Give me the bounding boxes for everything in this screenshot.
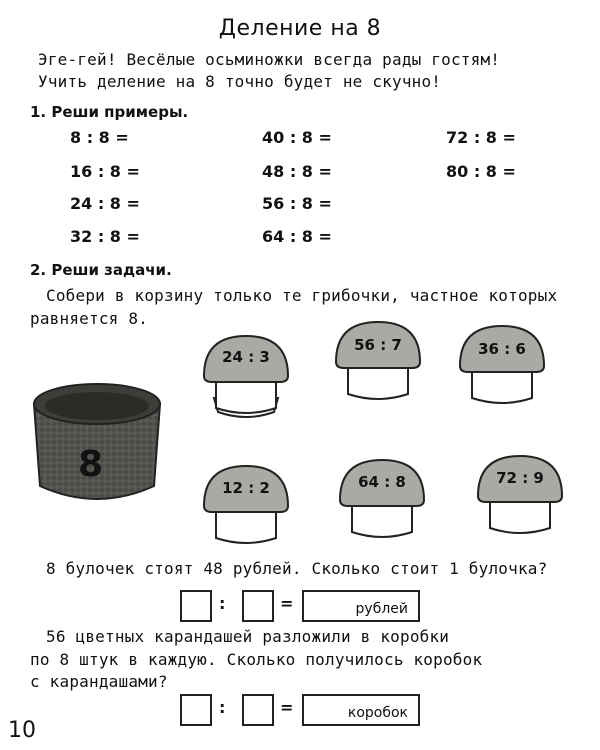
mushroom-label: 36 : 6 [478, 340, 526, 358]
example-64-8: 64 : 8 = [262, 227, 332, 246]
mushroom-label: 24 : 3 [222, 348, 270, 366]
problem1-answer-box[interactable] [302, 590, 420, 622]
example-32-8: 32 : 8 = [70, 227, 140, 246]
problem1-divisor-box[interactable] [242, 590, 274, 622]
mushroom-72-9[interactable] [474, 452, 566, 538]
example-48-8: 48 : 8 = [262, 162, 332, 181]
task1-heading: 1. Реши примеры. [30, 103, 189, 121]
mushroom-12-2[interactable] [200, 462, 292, 548]
equals-sign: = [280, 594, 294, 613]
page-title: Деление на 8 [218, 16, 382, 41]
example-56-8: 56 : 8 = [262, 194, 332, 213]
example-24-8: 24 : 8 = [70, 194, 140, 213]
mushroom-label: 12 : 2 [222, 479, 270, 497]
problem2-text-line-2: по 8 штук в каждую. Сколько получилось коробок [30, 650, 483, 669]
equals-sign: = [280, 698, 294, 717]
intro-line-2: Учить деление на 8 точно будет не скучно! [38, 72, 442, 91]
answer-unit: коробок [347, 705, 408, 721]
mushroom-label: 56 : 7 [354, 336, 402, 354]
basket-text-line-2: равняется 8. [30, 309, 148, 328]
problem2-answer-box[interactable] [302, 694, 420, 726]
problem2-text-line-1: 56 цветных карандашей разложили в коробки [46, 627, 450, 646]
example-16-8: 16 : 8 = [70, 162, 140, 181]
mushroom-36-6[interactable] [456, 322, 548, 408]
mushroom-label: 64 : 8 [358, 473, 406, 491]
mushroom-56-7[interactable] [332, 318, 424, 404]
example-8-8: 8 : 8 = [70, 128, 129, 147]
problem2-dividend-box[interactable] [180, 694, 212, 726]
basket-text-line-1: Собери в корзину только те грибочки, частное которых [46, 286, 558, 305]
mushroom-shape [474, 452, 566, 538]
mushroom-shape [332, 318, 424, 404]
mushroom-shape [200, 332, 292, 418]
page-number: 10 [8, 718, 36, 743]
basket-number: 8 [78, 444, 104, 485]
problem1-dividend-box[interactable] [180, 590, 212, 622]
mushroom-24-3[interactable] [200, 332, 292, 418]
problem1-text: 8 булочек стоят 48 рублей. Сколько стоит 1 булочка? [46, 559, 548, 578]
problem2-text-line-3: с карандашами? [30, 672, 168, 691]
divide-sign: : [219, 698, 226, 717]
mushroom-label: 72 : 9 [496, 469, 544, 487]
example-80-8: 80 : 8 = [446, 162, 516, 181]
mushroom-shape [456, 322, 548, 408]
intro-line-1: Эге-гей! Весёлые осьминожки всегда рады гостям! [38, 50, 501, 69]
divide-sign: : [219, 594, 226, 613]
example-72-8: 72 : 8 = [446, 128, 516, 147]
example-40-8: 40 : 8 = [262, 128, 332, 147]
mushroom-shape [200, 462, 292, 548]
mushroom-64-8[interactable] [336, 456, 428, 542]
problem2-divisor-box[interactable] [242, 694, 274, 726]
answer-unit: рублей [355, 601, 408, 617]
task2-heading: 2. Реши задачи. [30, 261, 172, 279]
mushroom-shape [336, 456, 428, 542]
